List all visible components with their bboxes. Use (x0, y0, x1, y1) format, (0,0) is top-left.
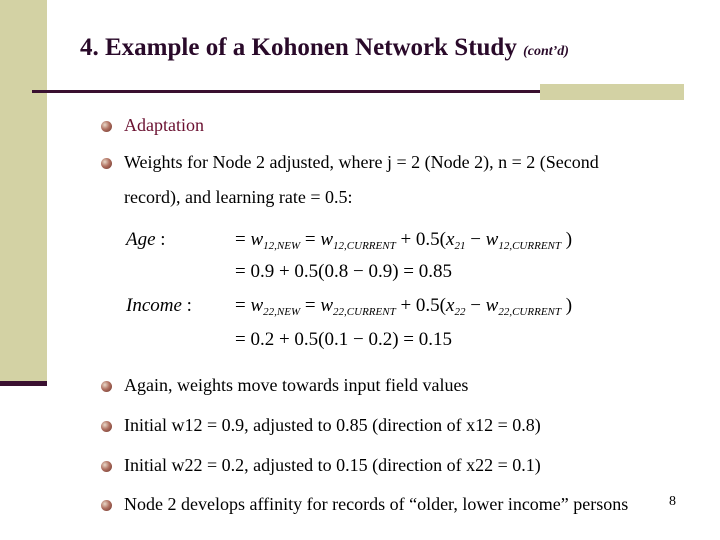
title-rule-accent (540, 84, 684, 100)
equation-income-line1: = $w_{22,NEW} = w_{22,CURRENT} + 0.5(x_{22} - w_{22,CURRENT}$ ) (235, 295, 573, 318)
bullet-adaptation: Adaptation (124, 115, 204, 135)
title-rule (32, 90, 542, 93)
equation-income-label: Income : (126, 295, 192, 316)
equation-age-line1: = $w_{12,NEW} = w_{12,CURRENT} + 0.5(x_{21} - w_{12,CURRENT}$ ) (235, 229, 573, 252)
equation-age-label: Age : (126, 229, 166, 250)
bullet-weights-line1: Weights for Node 2 adjusted, where j = 2 (Node 2), n = 2 (Second (124, 152, 599, 172)
page-number: 8 (669, 494, 676, 509)
bullet-weights-line2: record), and learning rate = 0.5: (124, 187, 353, 207)
equation-age-line2: = 0.9 + 0.5(0.8 − 0.9) = 0.85 (235, 261, 453, 282)
bullet-icon (101, 421, 112, 432)
bullet-w22: Initial w22 = 0.2, adjusted to 0.15 (direction of x22 = 0.1) (124, 455, 541, 475)
slide-title (80, 34, 569, 62)
bullet-icon (101, 461, 112, 472)
slide-title-text: 4. Example of a Kohonen Network Study (80, 34, 517, 61)
bullet-icon (101, 381, 112, 392)
bullet-w12: Initial w12 = 0.9, adjusted to 0.85 (direction of x12 = 0.8) (124, 415, 541, 435)
equation-income-line2: = 0.2 + 0.5(0.1 − 0.2) = 0.15 (235, 329, 453, 350)
bullet-icon (101, 158, 112, 169)
slide-title-suffix: (cont’d) (523, 44, 569, 59)
bullet-again: Again, weights move towards input field values (124, 375, 469, 395)
bullet-affinity: Node 2 develops affinity for records of “older, lower income” persons (124, 494, 629, 514)
bullet-icon (101, 121, 112, 132)
left-decor-bar (0, 0, 47, 384)
left-decor-rule (0, 381, 47, 386)
bullet-icon (101, 500, 112, 511)
